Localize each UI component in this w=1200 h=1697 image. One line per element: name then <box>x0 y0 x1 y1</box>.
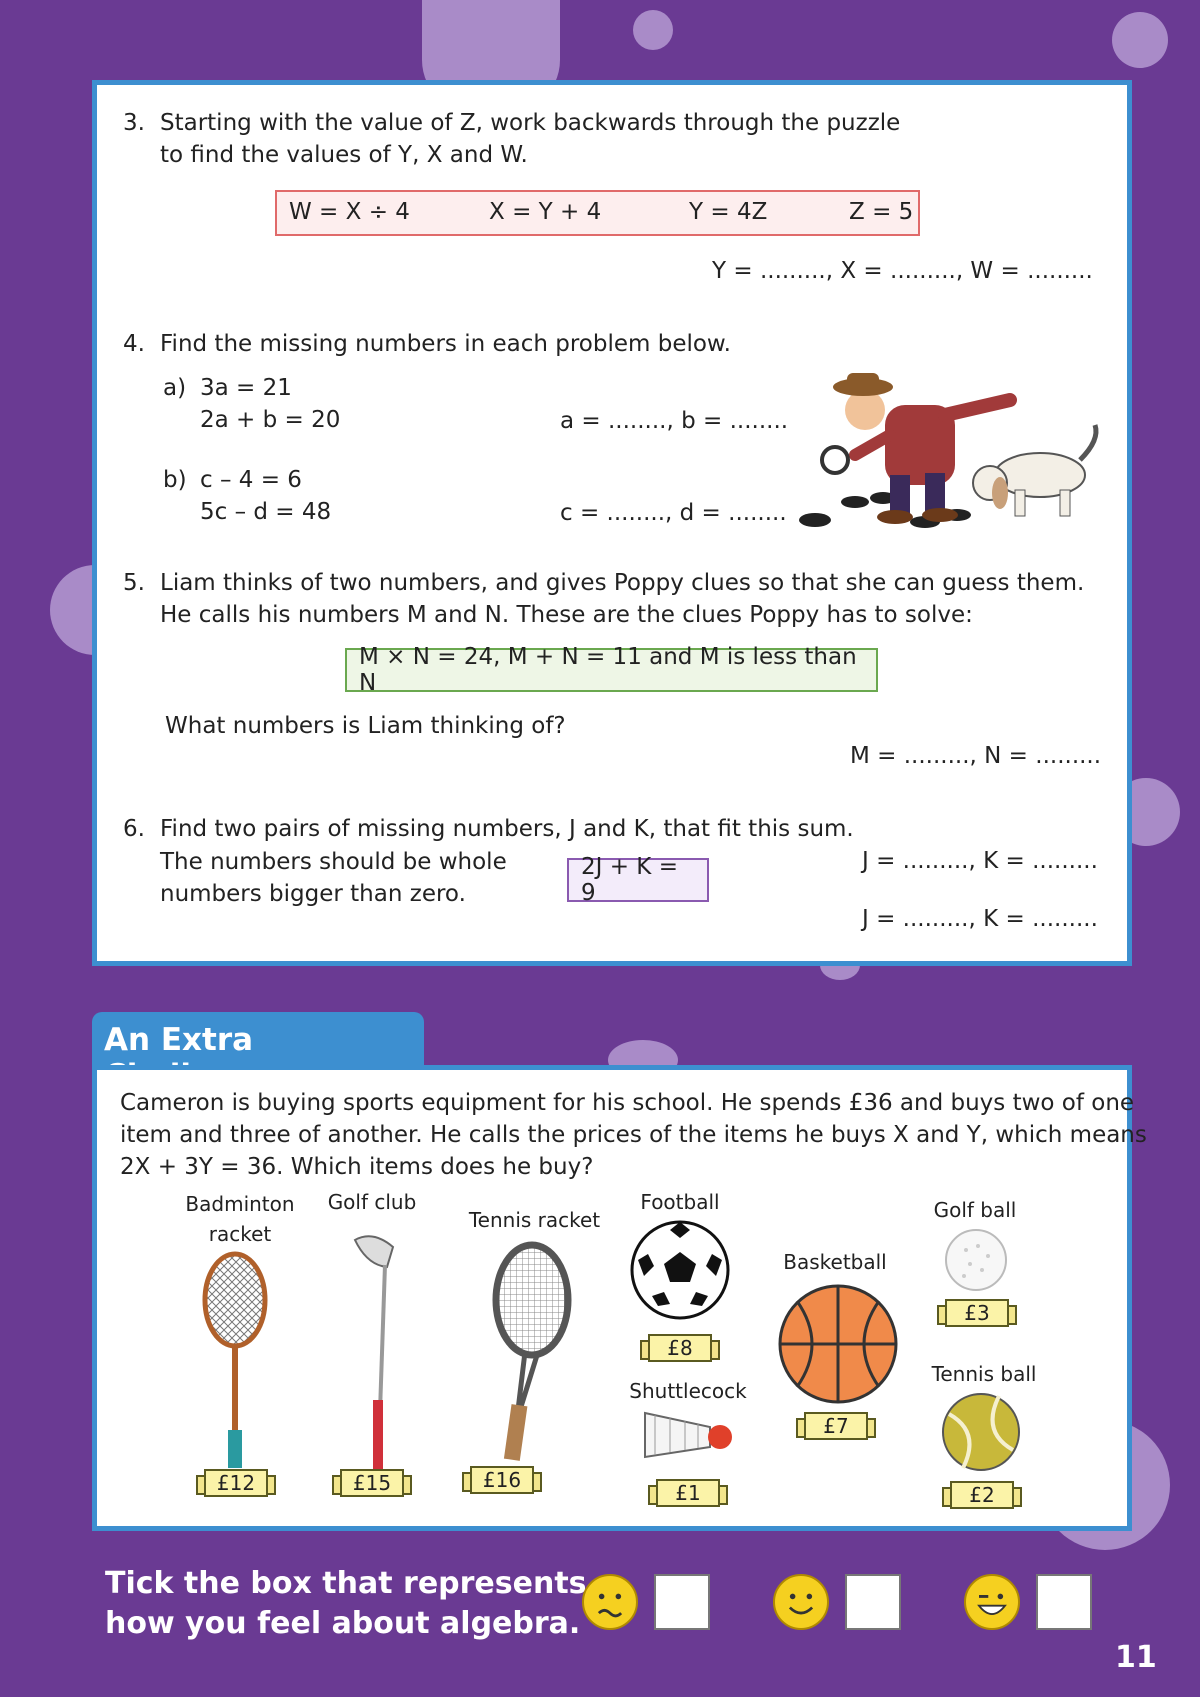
q4a-line2: 2a + b = 20 <box>200 407 341 433</box>
q3-equations-box <box>275 190 920 236</box>
q6-number: 6. <box>123 816 145 842</box>
extra-challenge-heading: An Extra <box>104 1022 254 1058</box>
golfclub-label: Golf club <box>327 1190 417 1214</box>
q3-equation-x: X = Y + 4 <box>489 199 602 225</box>
q3-equation-w: W = X ÷ 4 <box>289 199 410 225</box>
tick-box-confident[interactable] <box>1036 1574 1092 1630</box>
golfclub-price: £15 <box>340 1469 404 1497</box>
football-price-tag <box>640 1330 720 1364</box>
page-number: 11 <box>1115 1640 1157 1675</box>
tennis-racket-icon <box>480 1240 580 1465</box>
q5-number: 5. <box>123 570 145 596</box>
decorative-bubble <box>1112 12 1168 68</box>
q3-equation-y: Y = 4Z <box>689 199 768 225</box>
q5-answer[interactable]: M = ........., N = ......... <box>850 743 1102 769</box>
tick-box-unsure[interactable] <box>654 1574 710 1630</box>
tennis-ball-icon <box>941 1392 1021 1472</box>
q3-line2: to find the values of Y, X and W. <box>160 142 528 168</box>
badminton-price-tag <box>196 1465 276 1499</box>
tennisracket-price: £16 <box>470 1466 534 1494</box>
shuttlecock-price: £1 <box>656 1479 720 1507</box>
golf-club-icon <box>345 1225 405 1475</box>
q5-question: What numbers is Liam thinking of? <box>165 713 566 739</box>
badminton-label-2: racket <box>208 1222 272 1246</box>
golf-ball-icon <box>944 1228 1008 1292</box>
golfball-label: Golf ball <box>933 1198 1017 1222</box>
q6-line3: numbers bigger than zero. <box>160 881 466 907</box>
q4b-label: b) <box>163 467 187 493</box>
q6-line2: The numbers should be whole <box>160 849 507 875</box>
q3-number: 3. <box>123 110 145 136</box>
basketball-price-tag <box>796 1408 876 1442</box>
q3-equation-z: Z = 5 <box>849 199 914 225</box>
extra-line1: Cameron is buying sports equipment for his school. He spends £36 and buys two of one <box>120 1090 1135 1116</box>
q4-number: 4. <box>123 331 145 357</box>
golfclub-price-tag <box>332 1465 412 1499</box>
q4a-answer[interactable]: a = ........, b = ........ <box>560 408 789 434</box>
q4b-line1: c – 4 = 6 <box>200 467 302 493</box>
q4a-label: a) <box>163 375 187 401</box>
q3-answer[interactable]: Y = ........., X = ........., W = ......... <box>712 258 1093 284</box>
football-label: Football <box>640 1190 720 1214</box>
badminton-label-1: Badminton <box>185 1192 295 1216</box>
decorative-bubble <box>633 10 673 50</box>
winking-face-icon <box>964 1574 1020 1630</box>
golfball-price: £3 <box>945 1299 1009 1327</box>
q5-line1: Liam thinks of two numbers, and gives Poppy clues so that she can guess them. <box>160 570 1085 596</box>
smiley-face-icon <box>773 1574 829 1630</box>
tennisball-price: £2 <box>950 1481 1014 1509</box>
q4b-line2: 5c – d = 48 <box>200 499 332 525</box>
basketball-label: Basketball <box>783 1250 887 1274</box>
q5-clue-box: M × N = 24, M + N = 11 and M is less than N <box>345 648 878 692</box>
shuttlecock-label: Shuttlecock <box>629 1379 747 1403</box>
q4a-line1: 3a = 21 <box>200 375 292 401</box>
q4-text: Find the missing numbers in each problem below. <box>160 331 731 357</box>
extra-line2: item and three of another. He calls the prices of the items he buys X and Y, which means <box>120 1122 1147 1148</box>
detective-illustration <box>795 365 1120 535</box>
badminton-price: £12 <box>204 1469 268 1497</box>
q6-sum-box: 2J + K = 9 <box>567 858 709 902</box>
shuttlecock-price-tag <box>648 1475 728 1509</box>
shuttlecock-icon <box>640 1405 735 1465</box>
sad-face-icon <box>582 1574 638 1630</box>
basketball-price: £7 <box>804 1412 868 1440</box>
q4b-answer[interactable]: c = ........, d = ........ <box>560 500 787 526</box>
football-price: £8 <box>648 1334 712 1362</box>
tennisracket-price-tag <box>462 1462 542 1496</box>
q6-answer-2[interactable]: J = ........., K = ......... <box>862 906 1098 932</box>
q6-line1: Find two pairs of missing numbers, J and K, that fit this sum. <box>160 816 854 842</box>
tennisball-label: Tennis ball <box>931 1362 1037 1386</box>
tennisball-price-tag <box>942 1477 1022 1511</box>
q3-line1: Starting with the value of Z, work backwards through the puzzle <box>160 110 901 136</box>
tick-box-happy[interactable] <box>845 1574 901 1630</box>
footer-line2: how you feel about algebra. <box>105 1606 581 1641</box>
extra-challenge-tab <box>92 1012 424 1070</box>
tennisracket-label: Tennis racket <box>468 1208 601 1232</box>
extra-line3: 2X + 3Y = 36. Which items does he buy? <box>120 1154 594 1180</box>
badminton-racket-icon <box>200 1250 270 1470</box>
basketball-icon <box>777 1283 899 1405</box>
footer-line1: Tick the box that represents <box>105 1566 587 1601</box>
golfball-price-tag <box>937 1295 1017 1329</box>
q5-line2: He calls his numbers M and N. These are the clues Poppy has to solve: <box>160 602 973 628</box>
q6-answer-1[interactable]: J = ........., K = ......... <box>862 848 1098 874</box>
football-icon <box>630 1220 730 1320</box>
